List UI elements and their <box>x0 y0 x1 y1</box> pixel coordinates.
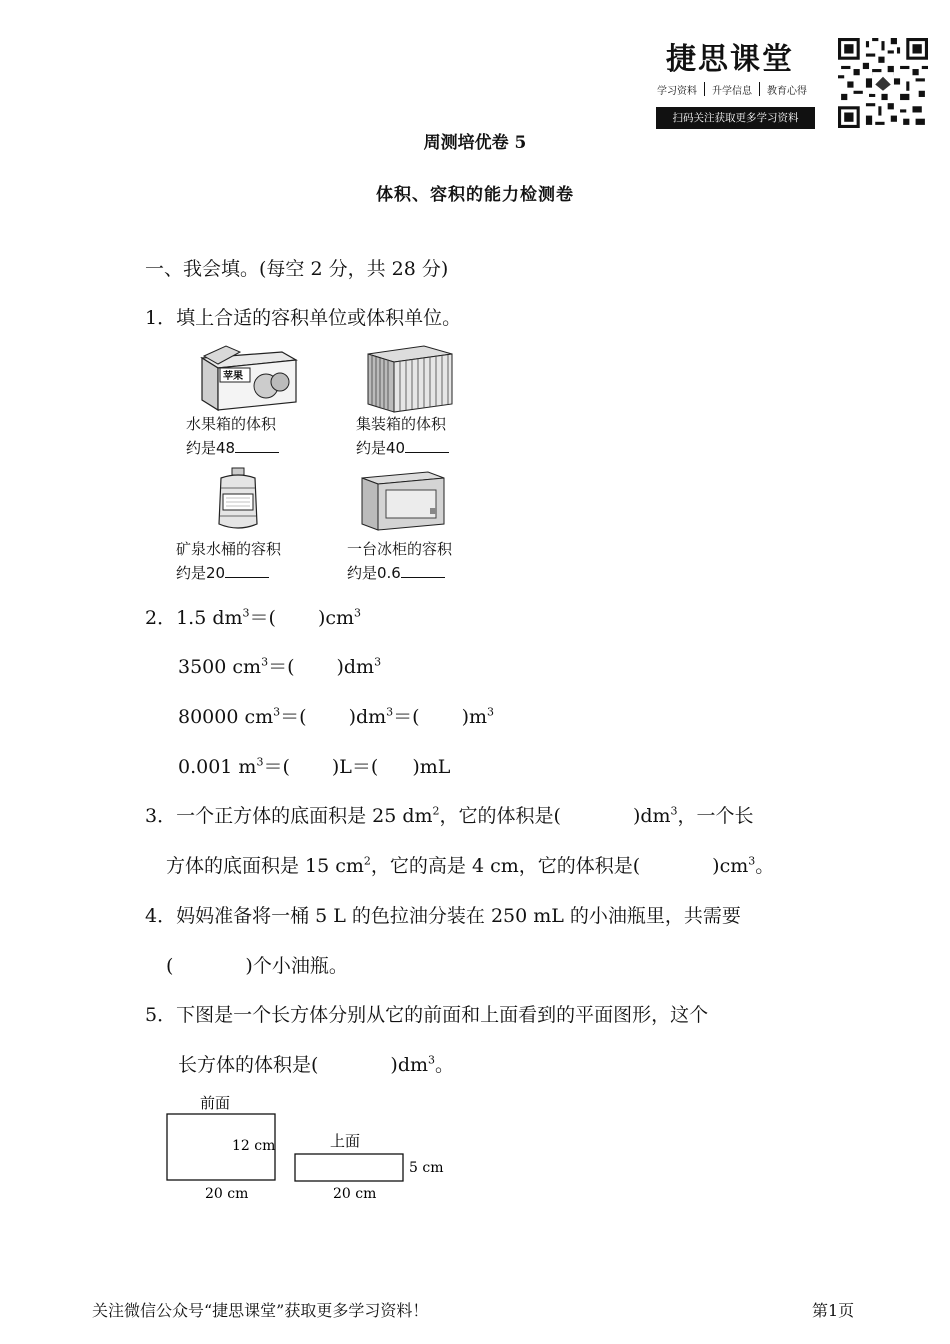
page-title: 周测培优卷 5 <box>423 133 527 153</box>
caption-line: 矿泉水桶的容积 <box>176 540 282 558</box>
brand-logo-text: 捷思课堂 <box>666 42 794 77</box>
caption-water-bucket <box>176 537 281 585</box>
brand-bar: 扫码关注获取更多学习资料 <box>656 107 815 129</box>
expr-part: )cm <box>317 607 355 629</box>
expr-part: )dm <box>336 656 375 678</box>
expr-part: ＝( <box>263 756 290 778</box>
exponent: 2 <box>432 804 440 818</box>
water-bucket-image <box>213 466 263 532</box>
brand-subtitle <box>657 82 807 97</box>
question-text: ，它的高是 4 cm，它的体积是( <box>370 855 641 877</box>
question-number: 2． <box>145 607 177 629</box>
expr-part: 80000 cm <box>178 706 274 728</box>
answer-blank[interactable] <box>401 563 445 578</box>
expr-part: ＝( <box>393 706 420 728</box>
caption-line: 约是48 <box>186 439 236 457</box>
expr-part: )dm <box>348 706 387 728</box>
question-3-line <box>145 801 754 828</box>
freezer-image <box>358 468 448 532</box>
exponent: 3 <box>670 804 678 818</box>
page-subtitle: 体积、容积的能力检测卷 <box>376 185 574 205</box>
divider <box>759 82 760 96</box>
question-4-line: 4．妈妈准备将一桶 5 L 的色拉油分装在 250 mL 的小油瓶里，共需要 <box>145 905 741 927</box>
expr-part: )m <box>461 706 488 728</box>
caption-fruit-box <box>186 412 279 460</box>
brand-sub-item: 升学信息 <box>712 86 752 97</box>
question-2-row <box>178 702 494 729</box>
front-width-label: 20 cm <box>205 1186 249 1202</box>
caption-container <box>356 412 449 460</box>
question-5-figure <box>160 1088 460 1208</box>
expr-part: ＝( <box>268 656 295 678</box>
question-3-line <box>166 851 774 878</box>
container-image <box>364 342 456 414</box>
expr-part: ＝( <box>249 607 276 629</box>
question-4-line <box>166 951 348 978</box>
caption-line: 约是20 <box>176 564 226 582</box>
question-text: )dm <box>390 1054 429 1076</box>
divider <box>704 82 705 96</box>
exponent: 2 <box>363 854 371 868</box>
front-view-label: 前面 <box>200 1094 231 1112</box>
question-5-line: 5．下图是一个长方体分别从它的前面和上面看到的平面图形，这个 <box>145 1004 709 1026</box>
exponent: 3 <box>354 606 362 620</box>
question-2-row <box>145 603 361 630</box>
exponent: 3 <box>487 705 495 719</box>
question-2-row <box>178 752 450 779</box>
question-text: )个小油瓶。 <box>245 955 348 977</box>
exponent: 3 <box>256 755 264 769</box>
caption-line: 集装箱的体积 <box>356 415 447 433</box>
caption-freezer <box>347 537 452 585</box>
answer-blank[interactable] <box>225 563 269 578</box>
caption-line: 约是40 <box>356 439 406 457</box>
exponent: 3 <box>374 655 382 669</box>
expr-part: 0.001 m <box>178 756 257 778</box>
box-label: 苹果 <box>223 371 243 382</box>
exponent: 3 <box>261 655 269 669</box>
question-text: 3．一个正方体的底面积是 25 dm <box>145 805 433 827</box>
answer-blank[interactable] <box>235 438 279 453</box>
top-view-rect <box>295 1154 403 1181</box>
fruit-box-image <box>196 344 300 414</box>
qr-code-icon <box>838 38 928 128</box>
question-1-label: 1．填上合适的容积单位或体积单位。 <box>145 307 462 329</box>
top-view-label: 上面 <box>330 1132 361 1150</box>
exponent: 3 <box>386 705 394 719</box>
question-text: ( <box>166 955 174 977</box>
exponent: 3 <box>242 606 250 620</box>
question-2-row <box>178 652 381 679</box>
question-text: ，一个长 <box>677 805 754 827</box>
brand-sub-item: 教育心得 <box>767 86 807 97</box>
exponent: 3 <box>273 705 281 719</box>
brand-sub-item: 学习资料 <box>657 86 697 97</box>
caption-line: 一台冰柜的容积 <box>347 540 453 558</box>
question-text: 长方体的体积是( <box>178 1054 319 1076</box>
question-text: ，它的体积是( <box>439 805 561 827</box>
caption-line: 水果箱的体积 <box>186 415 277 433</box>
question-text: 。 <box>435 1054 455 1076</box>
exponent: 3 <box>748 854 756 868</box>
question-text: )cm <box>712 855 749 877</box>
question-text: 方体的底面积是 15 cm <box>166 855 364 877</box>
question-text: )dm <box>632 805 671 827</box>
top-width-label: 20 cm <box>333 1186 377 1202</box>
expr-part: )mL <box>412 756 451 778</box>
footer-note: 关注微信公众号“捷思课堂”获取更多学习资料！ <box>92 1301 429 1320</box>
answer-blank[interactable] <box>405 438 449 453</box>
exponent: 3 <box>428 1053 436 1067</box>
caption-line: 约是0.6 <box>347 564 401 582</box>
top-height-label: 5 cm <box>409 1160 444 1176</box>
expr-part: )L＝( <box>331 756 379 778</box>
page-number: 第1页 <box>812 1301 855 1320</box>
expr-part: 3500 cm <box>178 656 262 678</box>
section-heading: 一、我会填。(每空 2 分，共 28 分) <box>145 258 449 280</box>
expr-part: ＝( <box>280 706 307 728</box>
question-text: 。 <box>755 855 775 877</box>
front-height-label: 12 cm <box>232 1138 276 1154</box>
question-5-line <box>178 1050 454 1077</box>
expr-part: 1.5 dm <box>176 607 243 629</box>
